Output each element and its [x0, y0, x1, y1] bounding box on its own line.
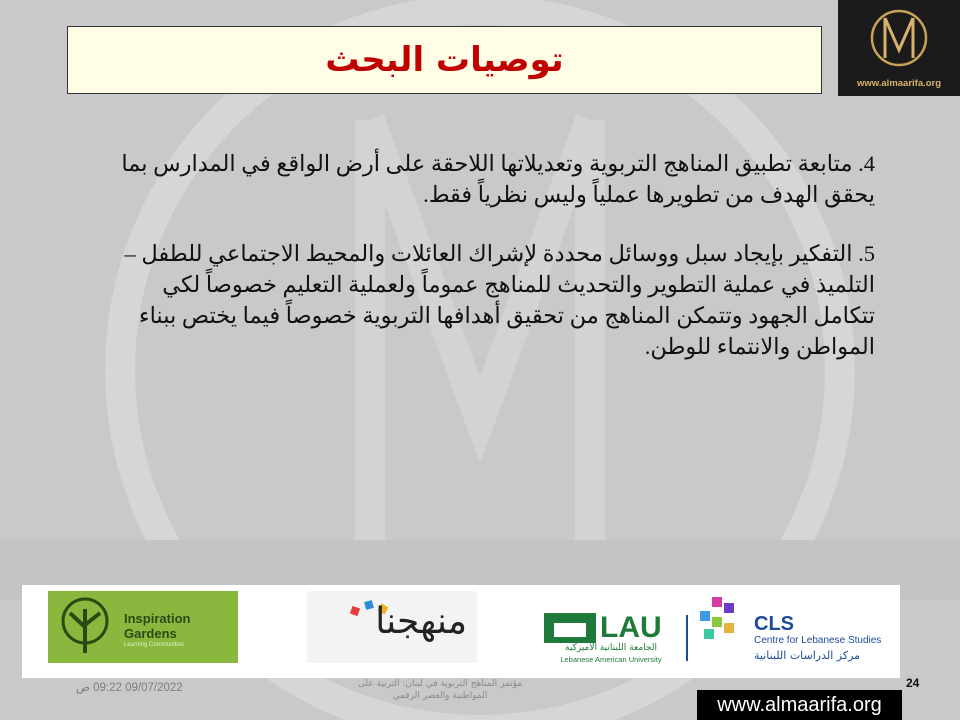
- recommendations-list: [120, 148, 875, 362]
- page-number: 24: [906, 676, 920, 690]
- cls-name-ar: مركز الدراسات اللبنانية: [754, 649, 861, 662]
- slide-title: توصيات البحث: [325, 40, 564, 80]
- footer-caption-line1: مؤتمر المناهج التربوية في لبنان: التربية على: [357, 679, 523, 689]
- cls-squares-icon: [694, 595, 750, 651]
- ig-name-line2: Gardens: [124, 626, 177, 641]
- lau-abbr: LAU: [600, 611, 662, 644]
- footer-caption: [320, 678, 560, 702]
- ig-name-line1: Inspiration: [124, 611, 191, 626]
- cls-abbr: CLS: [754, 613, 794, 635]
- lau-building-icon: [544, 613, 596, 643]
- inspiration-gardens-logo: [48, 591, 238, 663]
- tree-icon: [48, 591, 122, 663]
- website-banner[interactable]: www.almaarifa.org: [697, 690, 902, 720]
- ig-tagline: Learning Communities: [124, 642, 185, 648]
- almaarifa-logo: [838, 0, 960, 96]
- lau-name-en: Lebanese American University: [560, 655, 662, 664]
- partner-logos-strip: [22, 585, 900, 678]
- cls-logo: [694, 595, 894, 671]
- recommendation-5: 5. التفكير بإيجاد سبل ووسائل محددة لإشراك العائلات والمحيط الاجتماعي للطفل – التلميذ في عملية التطوير والتحديث للمناهج عموماً ولعملية التعليم خصوصاً لكي تتكامل الجهود وتتمكن المناهج من تحقيق أهدافها التربوية خصوصاً فيما يختص ببناء المواطن والانتماء للوطن.: [124, 241, 875, 359]
- footer-date: 09/07/2022 09:22 ص: [76, 682, 183, 694]
- cls-name-en: Centre for Lebanese Studies: [754, 635, 882, 646]
- logo-url-text: www.almaarifa.org: [856, 78, 942, 89]
- manhajuna-logo: [307, 591, 477, 663]
- manhajuna-text: منهجنا: [375, 601, 467, 642]
- lau-name-ar: الجامعة اللبنانية الأميركية: [565, 643, 657, 653]
- footer-caption-line2: المواطنية والعصر الرقمي: [392, 691, 488, 701]
- title-box: [67, 26, 822, 94]
- recommendation-4: 4. متابعة تطبيق المناهج التربوية وتعديلاتها اللاحقة على أرض الواقع في المدارس بما يحقق الهدف من تطويرها عملياً وليس نظرياً فقط.: [121, 151, 875, 207]
- logo-divider: [686, 615, 688, 661]
- lau-logo: [544, 611, 678, 667]
